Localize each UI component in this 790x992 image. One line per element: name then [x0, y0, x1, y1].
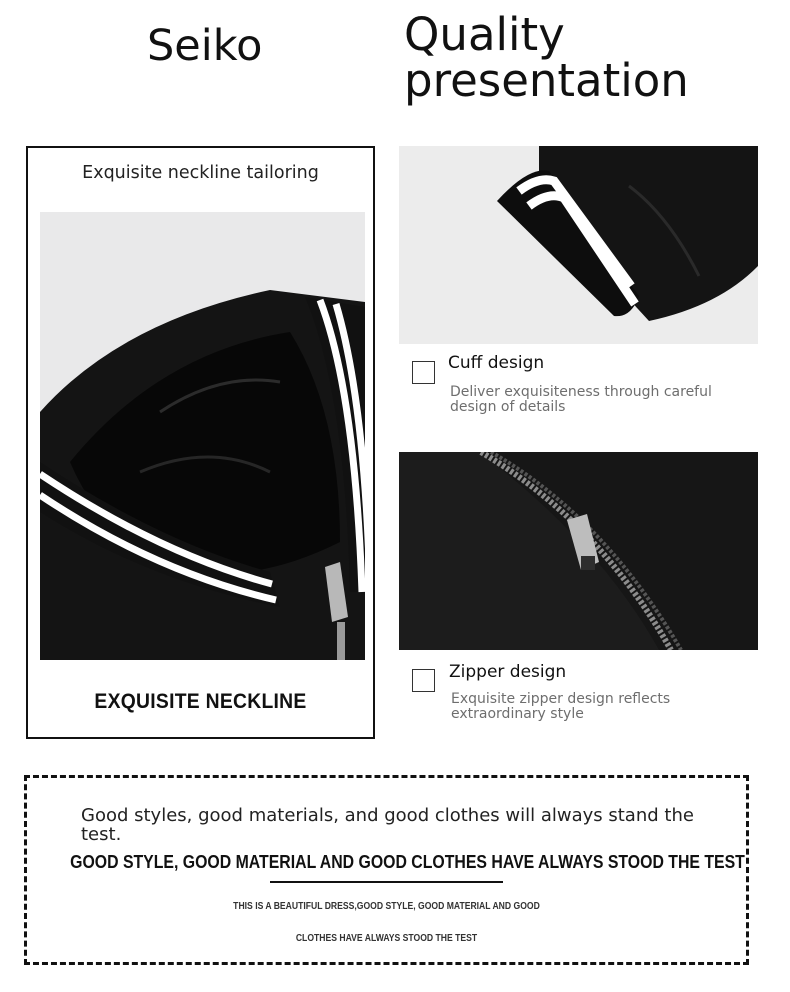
headline-line-2: presentation: [404, 54, 689, 107]
zipper-photo: [399, 452, 758, 650]
neckline-footer: EXQUISITE NECKLINE: [94, 690, 307, 713]
zipper-description-line-1: Exquisite zipper design reflects: [451, 691, 671, 707]
headline-line-1: Quality: [404, 8, 565, 61]
neckline-panel: [26, 146, 375, 739]
small-caps-line-1: THIS IS A BEAUTIFUL DRESS,GOOD STYLE, GOOD MATERIAL AND GOOD: [233, 900, 540, 912]
cuff-description-line-1: Deliver exquisiteness through careful: [450, 384, 712, 400]
zipper-title: Zipper design: [449, 662, 567, 682]
cuff-title: Cuff design: [448, 353, 545, 373]
slogan-text: Good styles, good materials, and good clothes will always stand the test.: [81, 805, 694, 845]
cuff-description: [450, 385, 740, 415]
cuff-photo: [399, 146, 758, 344]
brand-name: Seiko: [147, 21, 263, 71]
slogan-box: [24, 775, 749, 965]
neckline-photo: [40, 212, 365, 660]
cuff-checkbox-icon[interactable]: [412, 361, 435, 384]
page-headline: [404, 8, 689, 107]
zipper-description-line-2: extraordinary style: [451, 706, 584, 722]
cuff-description-line-2: design of details: [450, 399, 566, 415]
neckline-caption: Exquisite neckline tailoring: [82, 163, 319, 183]
zipper-checkbox-icon[interactable]: [412, 669, 435, 692]
small-caps-line-2: CLOTHES HAVE ALWAYS STOOD THE TEST: [295, 932, 478, 944]
zipper-description: [451, 692, 741, 722]
divider: [270, 881, 503, 883]
slogan-caps: GOOD STYLE, GOOD MATERIAL AND GOOD CLOTHES HAVE ALWAYS STOOD THE TEST: [70, 852, 745, 872]
